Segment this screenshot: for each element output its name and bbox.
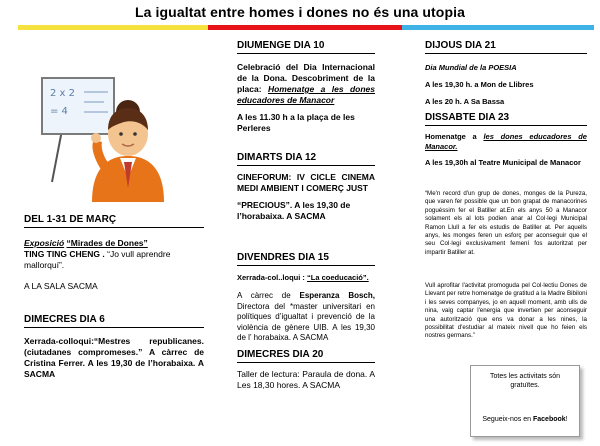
section-march — [24, 214, 204, 292]
event-title-link[interactable]: les dones educadores de Manacor. — [425, 132, 587, 151]
section-tuesday-12 — [237, 152, 375, 222]
section-heading: DEL 1-31 DE MARÇ — [24, 214, 204, 228]
section-heading: DIMARTS DIA 12 — [237, 152, 375, 166]
event-link[interactable]: Homenatge a les dones educadores de Manacor — [237, 84, 375, 105]
event-time: A les 19,30h al Teatre Municipal de Manacor — [425, 158, 581, 167]
svg-text:2 x 2: 2 x 2 — [50, 88, 75, 99]
stripe-blue — [402, 25, 594, 30]
svg-text:= 4: = 4 — [50, 106, 68, 117]
event-text — [237, 62, 375, 106]
section-wednesday-20 — [237, 349, 375, 391]
speaker-name: Esperanza Bosch, — [299, 291, 375, 300]
section-heading: DIJOUS DIA 21 — [425, 40, 587, 54]
section-heading: DISSABTE DIA 23 — [425, 112, 587, 126]
follow-suffix: ! — [565, 416, 568, 423]
event-title-prefix: Xerrada-col..loqui : — [237, 273, 305, 282]
event-description — [237, 291, 375, 344]
exhibition-text — [24, 238, 204, 271]
event-title-link[interactable]: “La coeducació”. — [307, 273, 369, 282]
follow-prefix: Segueix-nos en — [482, 416, 532, 423]
exhibition-quote: “Jo vull aprendre mallorquí”. — [24, 249, 171, 270]
event-time-2: A les 20 h. A Sa Bassa — [425, 97, 505, 106]
quote-paragraph-2: Vull aprofitar l'activitat promoguda pel Col·lectiu Dones de Llevant per retre homenatge de gratitud a la Madre Bibiloni i les seves companyes, jo en aquell moment, amb ulls de nina, vaig captar l'energia que invertien per aconseguir una autorització que ens va donar a les nines, la possibilitat d'estudiar al mateix nivell que ho feien els nostres germans.” — [425, 282, 587, 340]
section-thursday-21 — [425, 40, 587, 107]
event-title-prefix: Homenatge a — [425, 132, 477, 141]
section-wednesday-6 — [24, 314, 204, 380]
section-friday-15 — [237, 252, 375, 344]
exhibition-label: Exposició — [24, 238, 65, 248]
event-description: Celebració del Dia Internacional de la Dona. Descobriment de la placa: — [237, 62, 375, 94]
event-detail: Directora del *master universitari en polítiques d’igualtat i prevenció de la violència de gènere UIB. A les 19,30 de l’ horabaixa. A SACMA — [237, 301, 375, 342]
exhibition-title: “Mirades de Dones” — [66, 238, 148, 248]
event-prefix: A càrrec de — [237, 291, 291, 300]
event-time-1: A les 19,30 h. a Mon de Llibres — [425, 80, 534, 89]
teacher-at-whiteboard-icon — [24, 70, 174, 210]
event-title — [237, 272, 375, 283]
section-heading: DIVENDRES DIA 15 — [237, 252, 375, 266]
section-sunday-10 — [237, 40, 375, 134]
event-talk-text: Xerrada-colloqui:“Mestres republicanes.(ciutadanes compromeses.” A càrrec de Cristina Ferrer. A les 19,30 de l’horabaixa. A SACMA — [24, 336, 204, 379]
follow-us-text — [475, 416, 575, 423]
info-box — [470, 365, 580, 437]
event-title: Dia Mundial de la POESIA — [425, 63, 517, 72]
event-text: CINEFORUM: IV CICLE CINEMA MEDI AMBIENT I COMERÇ JUST — [237, 172, 375, 193]
section-heading: DIUMENGE DIA 10 — [237, 40, 375, 54]
event-text: Taller de lectura: Paraula de dona. A Les 18,30 hores. A SACMA — [237, 369, 375, 390]
section-saturday-23 — [425, 112, 587, 168]
stripe-red — [208, 25, 402, 30]
event-time: A les 11.30 h a la plaça de les Perleres — [237, 112, 355, 133]
section-heading: DIMECRES DIA 6 — [24, 314, 204, 328]
exhibition-artist: TING TING CHENG . — [24, 249, 105, 259]
stripe-yellow — [18, 25, 208, 30]
facebook-link[interactable]: Facebook — [532, 416, 566, 423]
event-film: “PRECIOUS”. A les 19,30 de l’horabaixa. A SACMA — [237, 200, 351, 221]
free-activities-text: Totes les activitats són gratuïtes. — [489, 373, 561, 389]
quote-paragraph-1: “Me'n record d'un grup de dones, monges de la Pureza, que varen fer possible que un bon grapat de manacorines poguéssim fer el Batiller at.En els anys 50 a Manacor solament els al lots podien anar al Col·legi Municipal Ramon Llull a fer els estudis de Batiller at. Per aquells anys, les monges feren un esforç per aconseguir que el seu Col·legi exclusivament femení fos autoritzat per impartir Batiller at. — [425, 190, 587, 256]
section-heading: DIMECRES DIA 20 — [237, 349, 375, 363]
page-title: La igualtat entre homes i dones no és una utopia — [135, 4, 465, 20]
exhibition-place: A LA SALA SACMA — [24, 281, 98, 291]
event-title — [425, 132, 587, 151]
